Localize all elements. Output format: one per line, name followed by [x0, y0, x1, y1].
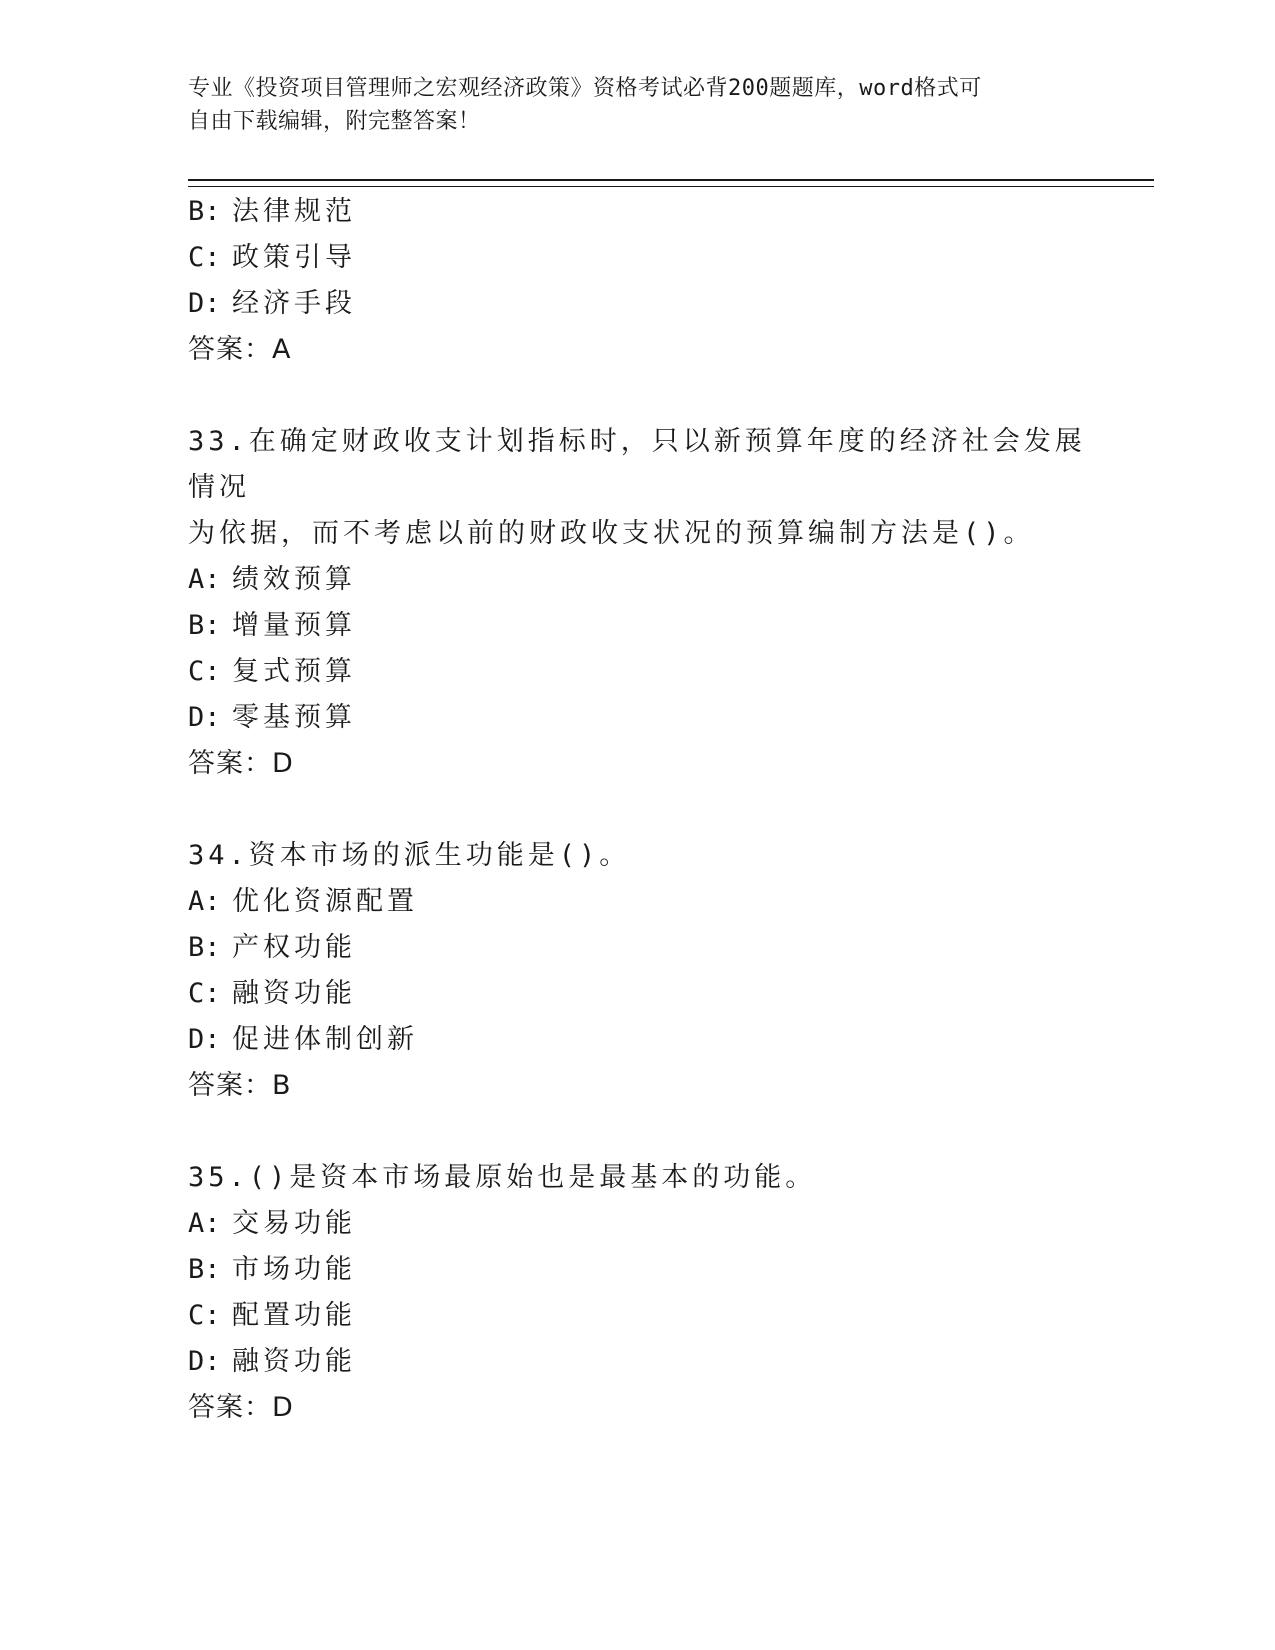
- option-text: 市场功能: [232, 1254, 356, 1285]
- spacer: [188, 787, 1088, 833]
- header-title-line-2: 自由下载编辑，附完整答案！: [188, 109, 481, 134]
- option-text: 政策引导: [232, 242, 356, 273]
- option-letter: B:: [188, 610, 221, 641]
- option-b: [188, 925, 1088, 971]
- option-text: 优化资源配置: [232, 886, 418, 917]
- question-35: [188, 1155, 1088, 1431]
- option-d: [188, 1017, 1088, 1063]
- question-stem-line-1: 34.资本市场的派生功能是()。: [188, 840, 631, 871]
- option-c: [188, 971, 1088, 1017]
- question-34: [188, 833, 1088, 1109]
- option-d: [188, 695, 1088, 741]
- option-b: [188, 603, 1088, 649]
- question-stem-line-2: 为依据，而不考虑以前的财政收支状况的预算编制方法是()。: [188, 518, 1035, 549]
- option-text: 促进体制创新: [232, 1024, 418, 1055]
- option-text: 绩效预算: [232, 564, 356, 595]
- option-letter: C:: [188, 242, 221, 273]
- option-letter: B:: [188, 932, 221, 963]
- option-c: [188, 235, 1088, 281]
- option-a: [188, 1201, 1088, 1247]
- option-text: 配置功能: [232, 1300, 356, 1331]
- option-d: [188, 281, 1088, 327]
- option-letter: C:: [188, 1300, 221, 1331]
- option-letter: D:: [188, 1346, 221, 1377]
- option-letter: B:: [188, 196, 221, 227]
- option-c: [188, 649, 1088, 695]
- option-letter: D:: [188, 288, 221, 319]
- option-letter: C:: [188, 978, 221, 1009]
- header-divider: [188, 179, 1154, 187]
- option-text: 增量预算: [232, 610, 356, 641]
- option-text: 交易功能: [232, 1208, 356, 1239]
- spacer: [188, 373, 1088, 419]
- question-32-continued: [188, 189, 1088, 373]
- spacer: [188, 1109, 1088, 1155]
- answer-line: 答案：D: [188, 748, 294, 779]
- question-stem-line-1: 35.()是资本市场最原始也是最基本的功能。: [188, 1162, 817, 1193]
- option-text: 融资功能: [232, 1346, 356, 1377]
- option-text: 复式预算: [232, 656, 356, 687]
- question-list: [188, 189, 1088, 1431]
- option-letter: A:: [188, 886, 221, 917]
- answer-line: 答案：B: [188, 1070, 292, 1101]
- option-b: [188, 189, 1088, 235]
- option-letter: B:: [188, 1254, 221, 1285]
- answer-line: 答案：A: [188, 334, 292, 365]
- option-letter: C:: [188, 656, 221, 687]
- option-letter: A:: [188, 564, 221, 595]
- question-33: [188, 419, 1088, 787]
- option-b: [188, 1247, 1088, 1293]
- header-title-line-1: 专业《投资项目管理师之宏观经济政策》资格考试必背200题题库，word格式可: [188, 76, 982, 101]
- option-text: 产权功能: [232, 932, 356, 963]
- question-stem-line-1: 33.在确定财政收支计划指标时，只以新预算年度的经济社会发展情况: [188, 426, 1086, 503]
- option-d: [188, 1339, 1088, 1385]
- option-text: 融资功能: [232, 978, 356, 1009]
- document-header: [188, 72, 1068, 138]
- option-text: 法律规范: [232, 196, 356, 227]
- option-a: [188, 879, 1088, 925]
- option-letter: D:: [188, 1024, 221, 1055]
- option-text: 零基预算: [232, 702, 356, 733]
- answer-line: 答案：D: [188, 1392, 294, 1423]
- option-letter: D:: [188, 702, 221, 733]
- option-c: [188, 1293, 1088, 1339]
- option-text: 经济手段: [232, 288, 356, 319]
- option-a: [188, 557, 1088, 603]
- option-letter: A:: [188, 1208, 221, 1239]
